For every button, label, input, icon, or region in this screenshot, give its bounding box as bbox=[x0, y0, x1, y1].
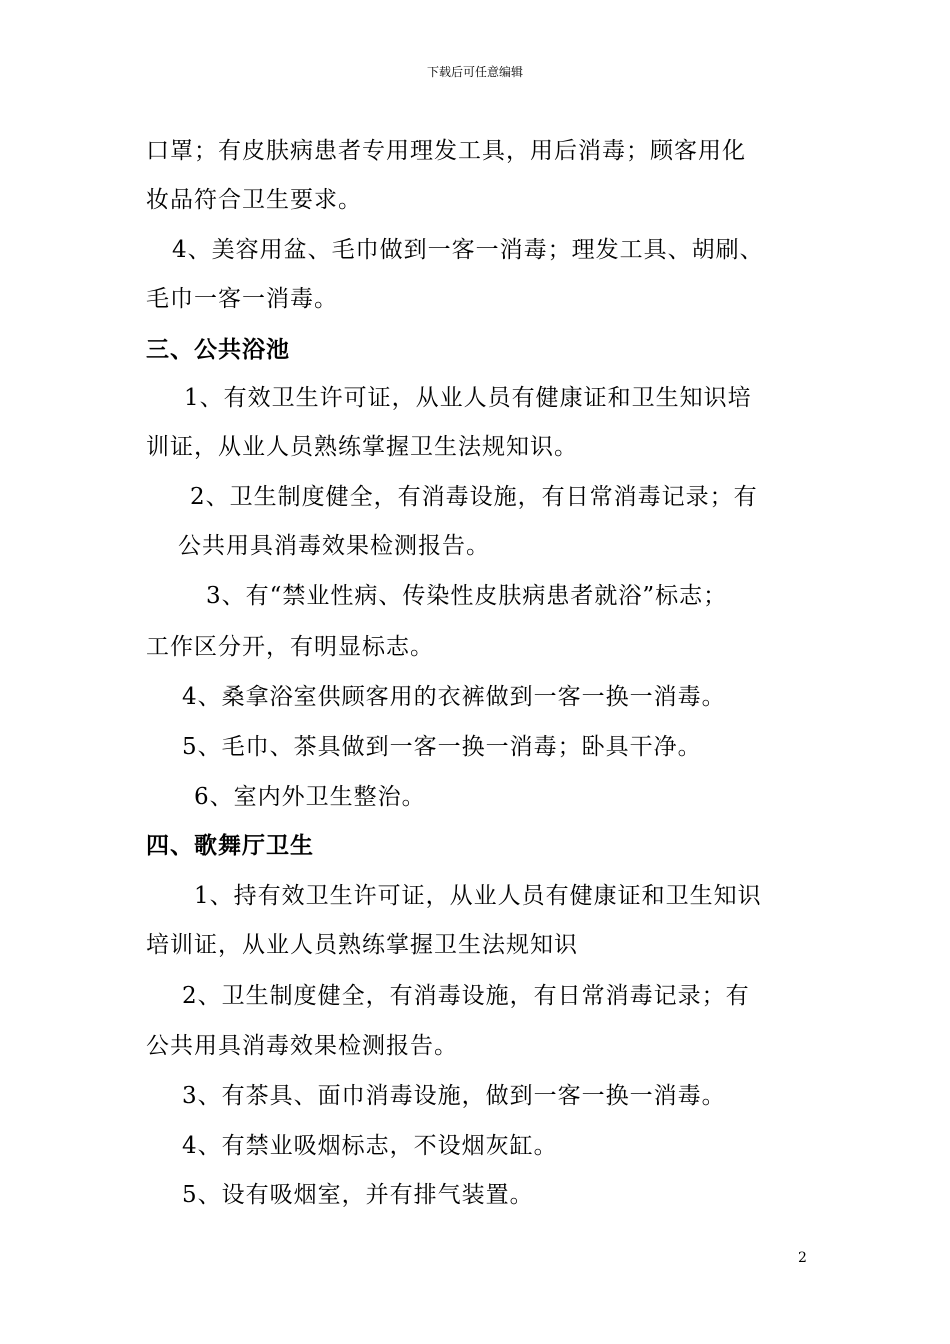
body-line: 5、毛巾、茶具做到一客一换一消毒；卧具干净。 bbox=[182, 734, 702, 760]
body-line: 4、有禁业吸烟标志，不设烟灰缸。 bbox=[182, 1133, 558, 1159]
page-number: 2 bbox=[798, 1250, 807, 1266]
body-line: 6、室内外卫生整治。 bbox=[194, 784, 426, 810]
page-header: 下载后可任意编辑 bbox=[426, 65, 523, 79]
body-line: 1、持有效卫生许可证，从业人员有健康证和卫生知识 bbox=[194, 883, 762, 909]
body-line: 3、有茶具、面巾消毒设施，做到一客一换一消毒。 bbox=[182, 1083, 726, 1109]
body-line: 妆品符合卫生要求。 bbox=[146, 187, 362, 213]
body-line: 毛巾一客一消毒。 bbox=[146, 286, 338, 312]
body-line: 2、卫生制度健全，有消毒设施，有日常消毒记录；有 bbox=[182, 983, 750, 1009]
body-line: 工作区分开，有明显标志。 bbox=[146, 634, 434, 660]
section-heading-public-bath: 三、公共浴池 bbox=[146, 336, 290, 363]
body-line: 培训证，从业人员熟练掌握卫生法规知识 bbox=[146, 932, 578, 958]
body-line: 2、卫生制度健全，有消毒设施，有日常消毒记录；有 bbox=[190, 484, 758, 510]
body-line: 口罩；有皮肤病患者专用理发工具，用后消毒；顾客用化 bbox=[146, 138, 746, 164]
section-heading-dance-hall: 四、歌舞厅卫生 bbox=[146, 832, 314, 859]
body-line: 4、美容用盆、毛巾做到一客一消毒；理发工具、胡刷、 bbox=[172, 237, 764, 263]
body-line: 1、有效卫生许可证，从业人员有健康证和卫生知识培 bbox=[184, 385, 752, 411]
body-line: 公共用具消毒效果检测报告。 bbox=[146, 1033, 458, 1059]
body-line: 4、桑拿浴室供顾客用的衣裤做到一客一换一消毒。 bbox=[182, 684, 726, 710]
body-line: 训证，从业人员熟练掌握卫生法规知识。 bbox=[146, 434, 578, 460]
body-line: 5、设有吸烟室，并有排气装置。 bbox=[182, 1182, 534, 1208]
body-line: 公共用具消毒效果检测报告。 bbox=[178, 533, 490, 559]
body-line: 3、有“禁业性病、传染性皮肤病患者就浴”标志； bbox=[206, 583, 728, 609]
